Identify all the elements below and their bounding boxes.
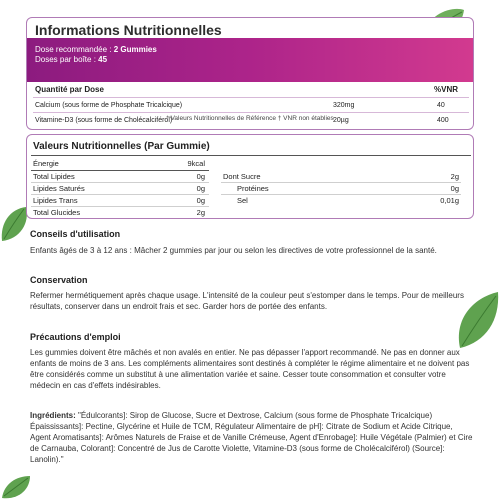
nutrient-name: Calcium (sous forme de Phosphate Tricalcique) (35, 102, 183, 109)
nutrition-values-card (26, 134, 474, 219)
nutrient-name: Vitamine-D3 (sous forme de Cholécalciférol) (35, 117, 173, 124)
nutrition-info-title: Informations Nutritionnelles (35, 22, 222, 38)
nutrient-vnr: 40 (437, 102, 445, 109)
ingredients-block (30, 410, 475, 465)
nutrition-label: Lipides Trans (33, 196, 78, 205)
ingredients-text: "Édulcorants]: Sirop de Glucose, Sucre et Dextrose, Calcium (sous forme de Phosphate Tricalcique) Épaississants]: Pectine, Glycérine et Huile de TCM, Régulateur Alimentaire de pH]: Citrate de Sodium et Acide Citrique, Agent Aromatisants]: Arômes Naturels de Fraise et de Vanille Crémeuse, Agent d'Enrobage]: Huile Végétale (Palmier) et Cire de Carnauba, Colorant]: Concentré de Jus de Carotte Violette, Vitamine-D3 (sous forme de Cholécalciférol) (Source]: Lanolin)." (30, 411, 473, 464)
vnr-header: %VNR (434, 85, 459, 94)
nutrition-value: 9kcal (187, 159, 205, 168)
dose-line (35, 45, 157, 54)
nutrition-value: 0g (450, 184, 459, 193)
dose-value: 2 Gummies (113, 45, 157, 54)
leaf-icon (0, 474, 32, 500)
nutrition-info-card (26, 17, 474, 130)
dose-banner (27, 38, 473, 82)
nutrition-label: Total Glucides (33, 208, 81, 217)
nutrition-row (237, 196, 459, 207)
nutrient-vnr: 400 (437, 117, 449, 124)
quantity-header: Quantité par Dose (35, 85, 104, 94)
nutrient-amount: 20µg (333, 117, 349, 124)
nutrition-label: Protéines (237, 184, 269, 193)
nutrition-value: 0g (196, 172, 205, 181)
divider (31, 170, 209, 171)
vnr-footnote: * Valeurs Nutritionnelles de Référence † VNR non établies (166, 115, 334, 122)
table-header (27, 85, 473, 97)
nutrition-label: Énergie (33, 159, 59, 168)
divider (221, 182, 461, 183)
nutrition-value: 2g (450, 172, 459, 181)
divider (33, 97, 469, 98)
storage-text: Refermer hermétiquement après chaque usage. L'intensité de la couleur peut s'estomper dans le temps. Pour de meilleurs résultats, conserver dans un endroit frais et sec. Garder hors de portée des enfants. (30, 291, 464, 311)
nutrition-value: 0,01g (440, 196, 459, 205)
nutrition-label: Dont Sucre (223, 172, 261, 181)
precautions-text: Les gummies doivent être mâchés et non avalés en entier. Ne pas dépasser l'apport recommandé. Ne pas en donner aux enfants de moins de 3 ans. Les compléments alimentaires sont destinés à compléter le régime alimentaire et ne doivent pas être considérés comme un substitut à une alimentation variée et saine. Cesser toute consommation et consulter votre médecin en cas d'effets indésirables. (30, 348, 470, 390)
doses-value: 45 (98, 55, 108, 64)
divider (31, 182, 209, 183)
ingredients-label: Ingrédients: (30, 411, 76, 420)
nutrition-label: Lipides Saturés (33, 184, 85, 193)
table-row (27, 102, 473, 112)
nutrition-label: Sel (237, 196, 248, 205)
nutrition-label: Total Lipides (33, 172, 75, 181)
usage-text: Enfants âgés de 3 à 12 ans : Mâcher 2 gummies par jour ou selon les directives de votre professionnel de la santé. (30, 246, 437, 255)
nutrition-value: 0g (196, 196, 205, 205)
nutrition-value: 0g (196, 184, 205, 193)
nutrition-row (33, 159, 205, 170)
nutrition-values-title: Valeurs Nutritionnelles (Par Gummie) (33, 141, 210, 152)
storage-title: Conservation (30, 275, 88, 285)
nutrition-row (33, 208, 205, 219)
divider (221, 194, 461, 195)
divider (31, 155, 471, 156)
doses-line (35, 55, 107, 64)
dose-label: Dose recommandée : (35, 45, 114, 54)
precautions-title: Précautions d'emploi (30, 332, 121, 342)
nutrient-amount: 320mg (333, 102, 355, 109)
doses-label: Doses par boîte : (35, 55, 99, 64)
divider (31, 194, 209, 195)
divider (33, 112, 469, 113)
usage-title: Conseils d'utilisation (30, 229, 121, 239)
nutrition-value: 2g (196, 208, 205, 217)
divider (31, 206, 209, 207)
